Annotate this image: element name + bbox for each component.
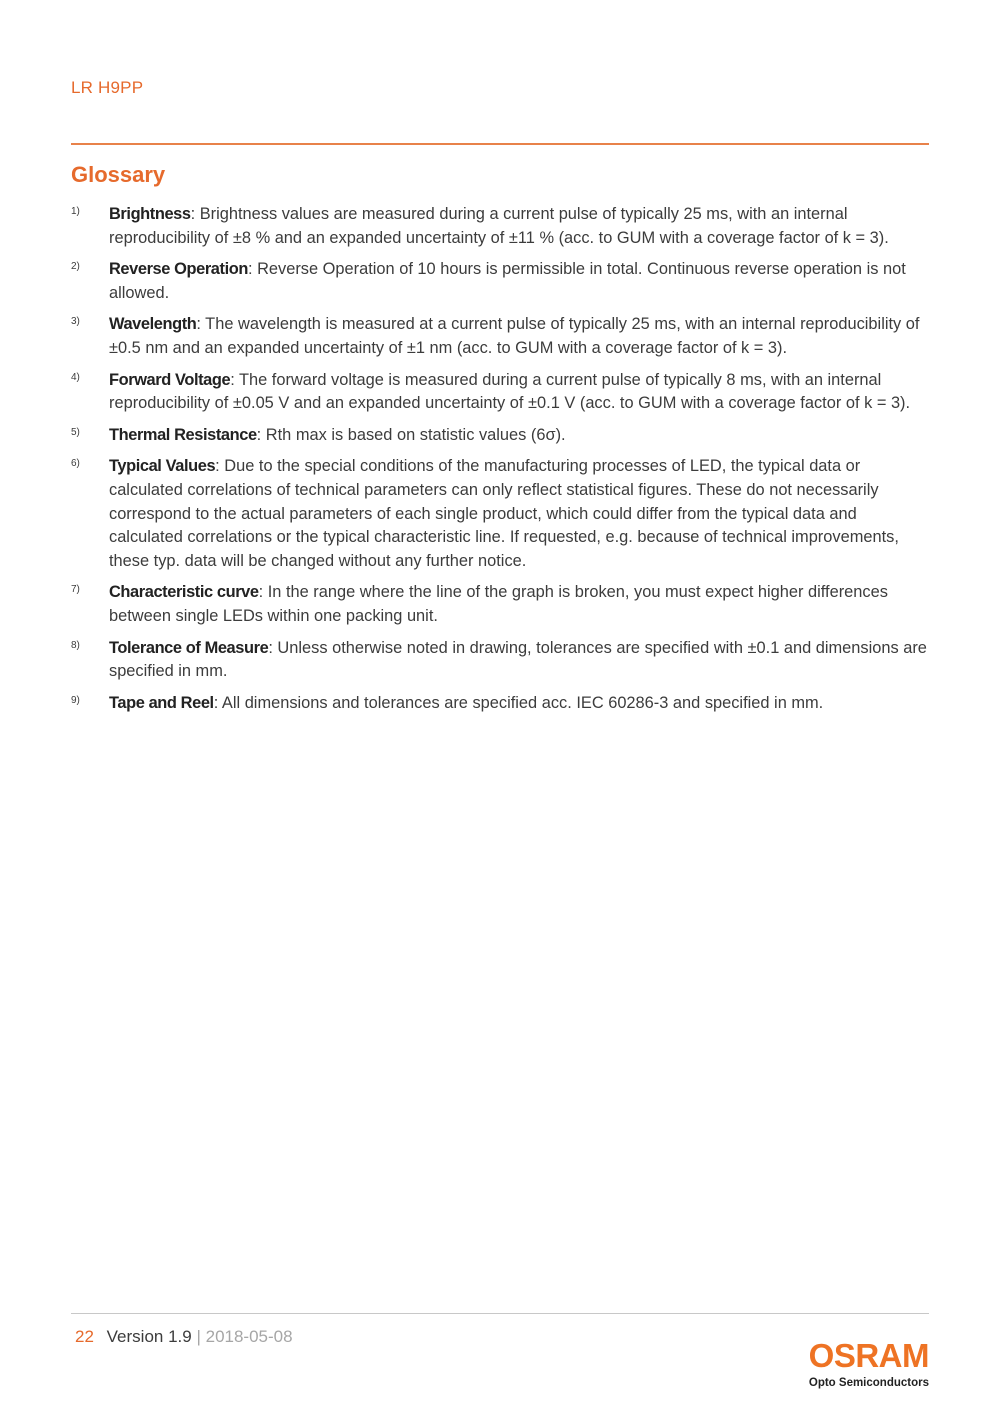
footnote-number: 6) — [71, 458, 80, 470]
footnote-number: 4) — [71, 371, 80, 383]
glossary-description: : All dimensions and tolerances are specified acc. IEC 60286-3 and specified in mm. — [213, 693, 824, 712]
footnote-number: 9) — [71, 694, 80, 706]
footer-divider — [71, 1313, 929, 1314]
glossary-term: Brightness — [109, 205, 191, 223]
glossary-entry-characteristic-curve — [71, 581, 931, 628]
glossary-description: : Unless otherwise noted in drawing, tolerances are specified with ±0.1 and dimensions are specified in mm. — [109, 638, 927, 681]
glossary-description: : Rth max is based on statistic values (6σ). — [256, 425, 566, 444]
glossary-description: : In the range where the line of the graph is broken, you must expect higher differences between single LEDs within one packing unit. — [109, 583, 888, 625]
glossary-term: Characteristic curve — [109, 583, 259, 602]
footnote-number: 1) — [71, 206, 80, 217]
page-footer — [75, 1327, 293, 1347]
glossary-term: Wavelength — [109, 315, 197, 334]
glossary-entry-thermal-resistance — [71, 424, 931, 448]
glossary-term: Reverse Operation — [109, 260, 248, 279]
glossary-text — [109, 313, 931, 360]
glossary-description: : Due to the special conditions of the manufacturing processes of LED, the typical data or calculated correlations of technical parameters can only reflect statistical figures. These do not necessarily correspond to the actual parameters of each single product, which could differ from the typical data and calculated correlations or the typical characteristic line. If requested, e.g. because of technical improvements, these typ. data will be changed without any further notice. — [109, 457, 899, 570]
header-divider — [71, 143, 929, 145]
footnote-number: 2) — [71, 261, 80, 273]
glossary-text — [109, 455, 931, 573]
glossary-entry-reverse-operation — [71, 258, 931, 305]
footnote-number: 8) — [71, 639, 80, 651]
glossary-description: : The forward voltage is measured during a current pulse of typically 8 ms, with an internal reproducibility of ±0.05 V and an expanded uncertainty of ±0.1 V (acc. to GUM with a coverage factor of k = 3). — [109, 370, 911, 413]
glossary-text — [109, 692, 931, 716]
glossary-entry-brightness — [71, 203, 931, 250]
glossary-text — [109, 369, 931, 416]
glossary-description: : Brightness values are measured during a current pulse of typically 25 ms, with an internal reproducibility of ±8 % and an expanded uncertainty of ±11 % (acc. to GUM with a coverage factor of k = 3). — [109, 205, 889, 247]
osram-logo — [808, 1337, 929, 1389]
glossary-text — [109, 581, 931, 628]
glossary-term: Forward Voltage — [109, 370, 231, 389]
glossary-description: : Reverse Operation of 10 hours is permissible in total. Continuous reverse operation is not allowed. — [109, 260, 906, 302]
glossary-text — [109, 203, 931, 250]
glossary-term: Tolerance of Measure — [109, 638, 269, 657]
glossary-list — [71, 203, 931, 723]
glossary-entry-forward-voltage — [71, 369, 931, 416]
glossary-term: Typical Values — [109, 457, 216, 476]
glossary-entry-wavelength — [71, 313, 931, 360]
page-title: Glossary — [71, 162, 166, 187]
release-date: 2018-05-08 — [205, 1327, 293, 1346]
glossary-text — [109, 637, 931, 684]
document-code: LR H9PP — [71, 78, 144, 97]
page-number: 22 — [75, 1327, 94, 1346]
version-label: Version 1.9 — [106, 1327, 192, 1346]
glossary-term: Thermal Resistance — [109, 425, 257, 444]
glossary-text — [109, 424, 931, 448]
footnote-number: 5) — [71, 426, 80, 438]
footnote-number: 3) — [71, 316, 80, 328]
glossary-entry-tape-and-reel — [71, 692, 931, 716]
glossary-entry-typical-values — [71, 455, 931, 573]
footer-separator: | — [196, 1327, 201, 1346]
logo-wordmark: OSRAM — [808, 1337, 929, 1374]
glossary-text — [109, 258, 931, 305]
glossary-entry-tolerance-of-measure — [71, 637, 931, 684]
glossary-term: Tape and Reel — [109, 693, 214, 712]
glossary-description: : The wavelength is measured at a current pulse of typically 25 ms, with an internal reproducibility of ±0.5 nm and an expanded uncertainty of ±1 nm (acc. to GUM with a coverage factor of k = 3). — [109, 315, 920, 357]
footnote-number: 7) — [71, 584, 80, 596]
logo-tagline: Opto Semiconductors — [808, 1377, 929, 1389]
